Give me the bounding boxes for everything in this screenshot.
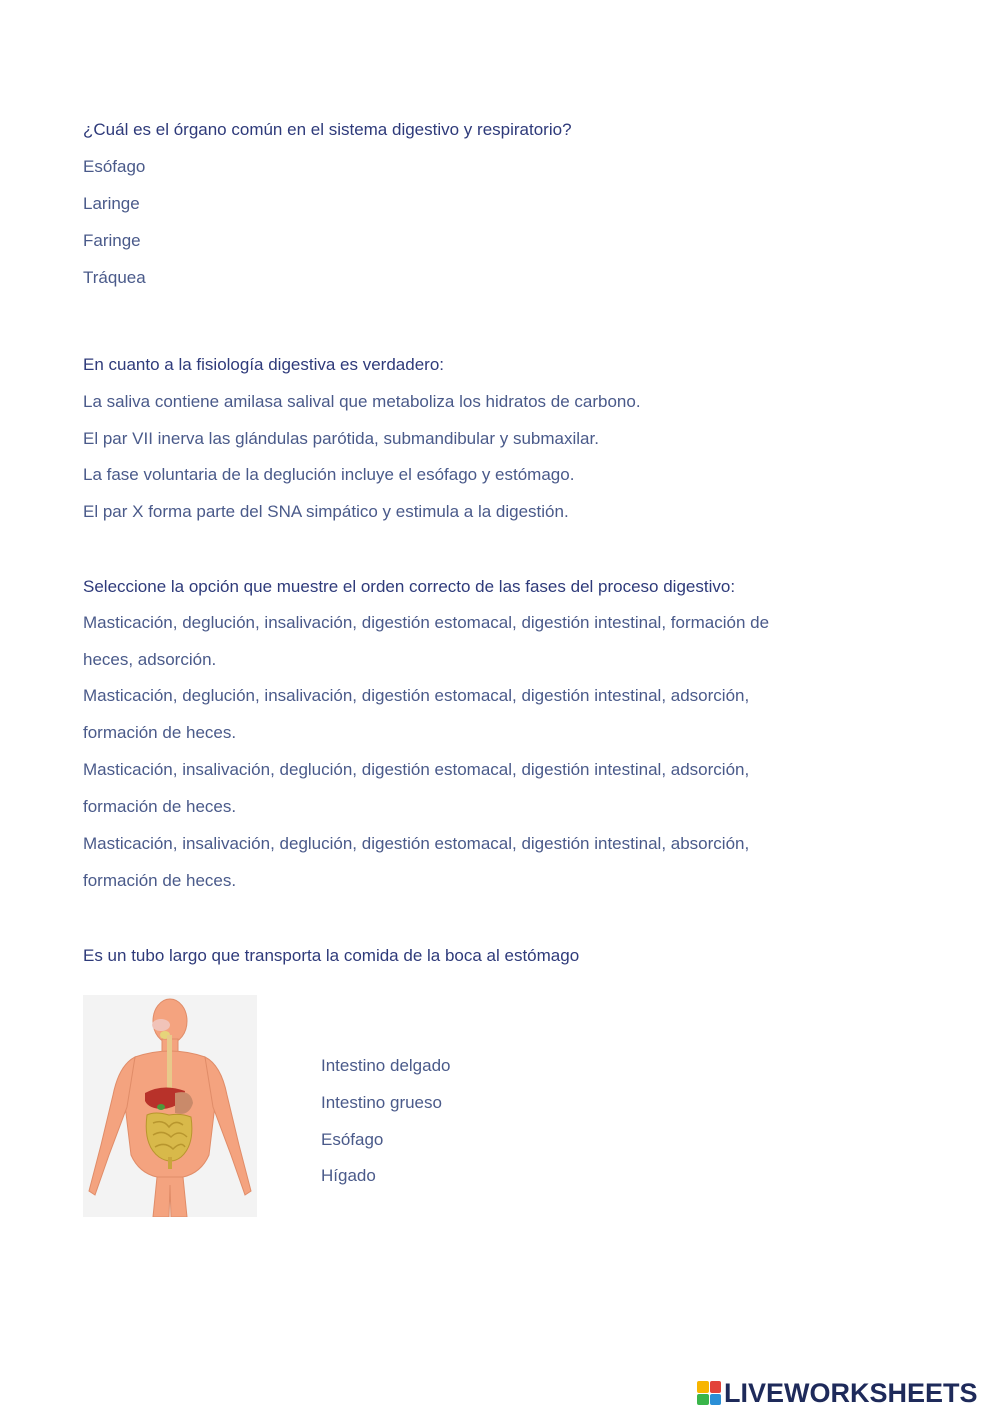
q3-option-1-line1[interactable]: Masticación, deglución, insalivación, digestión estomacal, digestión intestinal, formación de: [83, 613, 770, 632]
q4-option-3[interactable]: Esófago: [321, 1130, 384, 1149]
brand-name: LIVEWORKSHEETS: [724, 1377, 978, 1408]
q1-option-2[interactable]: Laringe: [83, 194, 140, 213]
q1-option-4[interactable]: Tráquea: [83, 268, 146, 287]
q3-option-1-line2[interactable]: heces, adsorción.: [83, 650, 217, 669]
q4-option-1[interactable]: Intestino delgado: [321, 1056, 451, 1075]
q1-option-3[interactable]: Faringe: [83, 231, 141, 250]
q3-option-2-line2[interactable]: formación de heces.: [83, 723, 237, 742]
q2-option-4[interactable]: El par X forma parte del SNA simpático y estimula a la digestión.: [83, 502, 569, 521]
q1-option-1[interactable]: Esófago: [83, 157, 146, 176]
q3-option-4-line2[interactable]: formación de heces.: [83, 871, 237, 890]
question-1-prompt: ¿Cuál es el órgano común en el sistema digestivo y respiratorio?: [83, 120, 572, 139]
q3-option-3-line1[interactable]: Masticación, insalivación, deglución, digestión estomacal, digestión intestinal, adsorción,: [83, 760, 750, 779]
q2-option-2[interactable]: El par VII inerva las glándulas parótida, submandibular y submaxilar.: [83, 429, 599, 448]
digestive-system-illustration: [83, 995, 257, 1217]
q4-option-2[interactable]: Intestino grueso: [321, 1093, 442, 1112]
q4-option-4[interactable]: Hígado: [321, 1166, 376, 1185]
question-2-prompt: En cuanto a la fisiología digestiva es verdadero:: [83, 355, 445, 374]
q3-option-4-line1[interactable]: Masticación, insalivación, deglución, digestión estomacal, digestión intestinal, absorción,: [83, 834, 750, 853]
human-body-icon: [83, 995, 257, 1217]
q3-option-3-line2[interactable]: formación de heces.: [83, 797, 237, 816]
liveworksheets-logo-icon: [697, 1381, 721, 1405]
q2-option-3[interactable]: La fase voluntaria de la deglución incluye el esófago y estómago.: [83, 465, 575, 484]
q3-option-2-line1[interactable]: Masticación, deglución, insalivación, digestión estomacal, digestión intestinal, adsorción,: [83, 686, 750, 705]
question-3-prompt: Seleccione la opción que muestre el orden correcto de las fases del proceso digestivo:: [83, 577, 736, 596]
liveworksheets-brand: [697, 1376, 978, 1410]
question-4-prompt: Es un tubo largo que transporta la comida de la boca al estómago: [83, 946, 580, 965]
q2-option-1[interactable]: La saliva contiene amilasa salival que metaboliza los hidratos de carbono.: [83, 392, 641, 411]
